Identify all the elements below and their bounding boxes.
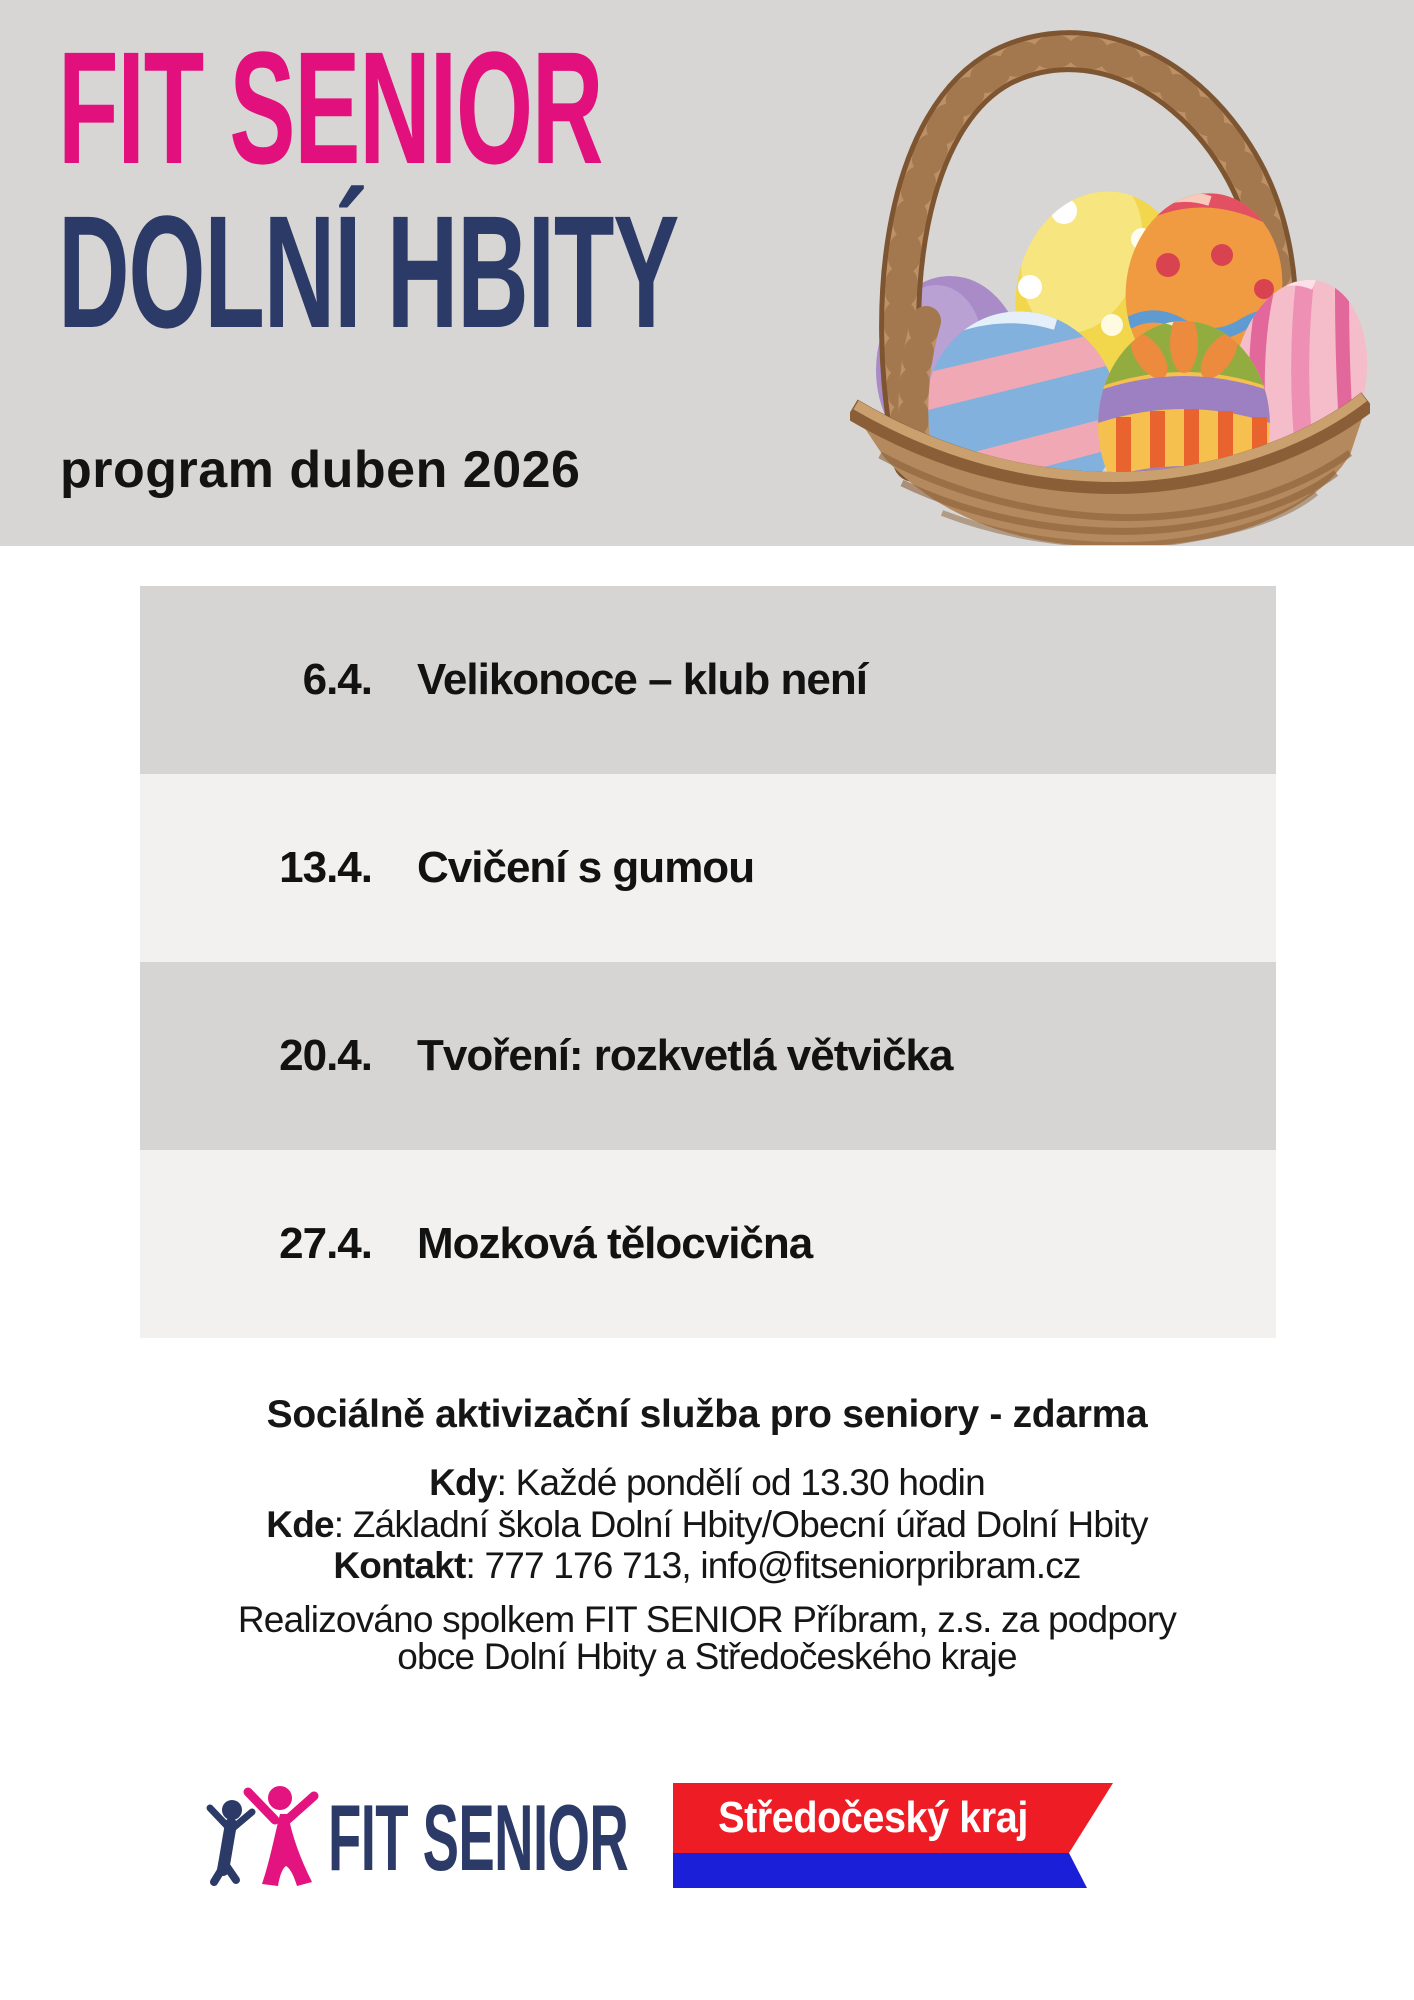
program-event: Velikonoce – klub není [417,655,867,704]
program-row [140,962,1276,1150]
fit-senior-logo-label: FIT SENIOR [328,1785,629,1890]
navy-figure-icon [210,1800,252,1882]
program-event: Cvičení s gumou [417,843,755,892]
info-text-kdy: : Každé pondělí od 13.30 hodin [496,1462,985,1503]
program-row [140,586,1276,774]
region-banner-label: Středočeský kraj [718,1793,1028,1842]
info-label-kde: Kde [266,1504,334,1545]
program-date: 27.4. [279,1219,372,1268]
poster-title-line2: DOLNÍ HBITY [58,182,679,361]
program-date: 6.4. [302,655,372,704]
info-text-kde: : Základní škola Dolní Hbity/Obecní úřad Dolní Hbity [333,1504,1148,1545]
info-label-kdy: Kdy [429,1462,497,1503]
fit-senior-logo-icon [200,1778,330,1896]
easter-basket-illustration [850,25,1370,545]
program-event: Tvoření: rozkvetlá větvička [417,1031,953,1080]
footer-note-line1: Realizováno spolkem FIT SENIOR Příbram, z.s. za podpory [237,1599,1177,1640]
info-line-kdy [0,1462,1414,1504]
poster-title-line1: FIT SENIOR [58,18,603,197]
program-list [140,586,1276,1338]
program-row [140,774,1276,962]
info-label-kontakt: Kontakt [333,1545,466,1586]
info-heading: Sociálně aktivizační služba pro seniory - zdarma [266,1393,1148,1436]
program-date: 20.4. [279,1031,372,1080]
poster-subtitle: program duben 2026 [60,441,581,499]
region-banner-logo [673,1783,1118,1888]
info-line-kontakt [0,1545,1414,1587]
pink-figure-icon [248,1786,314,1886]
program-row [140,1150,1276,1338]
program-event: Mozková tělocvična [417,1219,813,1268]
info-line-kde [0,1504,1414,1546]
footer-note-line2: obce Dolní Hbity a Středočeského kraje [397,1636,1017,1677]
info-text-kontakt: : 777 176 713, info@fitseniorpribram.cz [465,1545,1081,1586]
program-date: 13.4. [279,843,372,892]
